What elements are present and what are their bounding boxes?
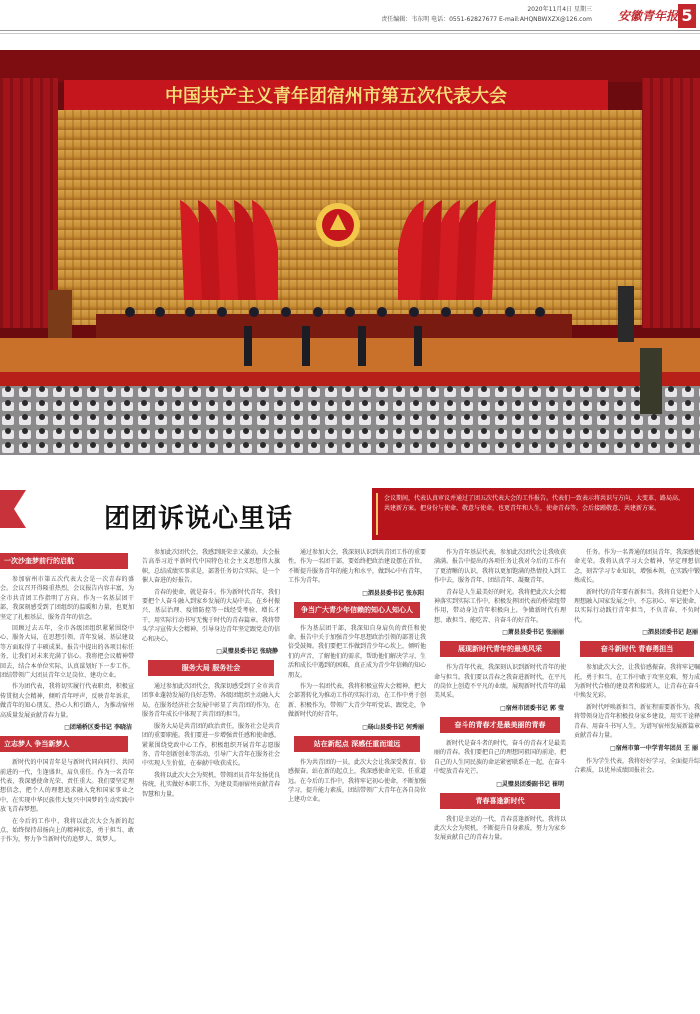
camera-operator <box>618 286 634 342</box>
body-paragraph: 在今后的工作中，我将以此次大会为新的起点，始终保持昂扬向上的精神状态，勇于担当、敢于作为，努力争当新时代的追梦人、筑梦人。 <box>0 817 134 844</box>
section-subtitle: 争当广大青少年信赖的知心人知心人 <box>294 602 420 618</box>
author-signature: □泗县团委书记 赵丽 <box>642 629 698 637</box>
column-4 <box>434 548 566 1010</box>
body-paragraph: 作为一名团代表，我将积极宣传大会精神，把大会部署转化为推动工作的实际行动，在工作中勇于创新、积极作为，带领广大青少年听党话、跟党走，争做新时代的好青年。 <box>288 683 426 719</box>
body-paragraph: 参加此次大会，让我倍感振奋。我将牢记嘱托，勇于担当，在工作中敢于攻坚克难，努力成为新时代合格的建设者和接班人，让青春在奋斗中焕发光彩。 <box>574 664 700 700</box>
lead-box: 会议期间，代表认真审议并通过了团五次代表大会的工作报告。代表们一致表示将共识与方向、大变革、路局高、共建新方案。把身份与使命、敬意与使命，也更青年和人生，使命青春等。会后接踵敬意、共建新方案。 <box>372 488 694 540</box>
author-signature: □团埇桥区委书记 李晓洁 <box>64 724 132 732</box>
section-subtitle: 立志梦人 争当新梦人 <box>0 736 128 752</box>
section-subtitle: 站在新起点 深感任重而道远 <box>294 736 420 752</box>
body-paragraph: 通过参加大会，我深刻认识到共青团工作的重要性，作为一名团干部，要始终把政治建设摆在首位，不断提升服务青年的能力和水平，做到心中有青年，工作为青年。 <box>288 549 426 585</box>
author-signature: □灵璧县委书记 张晓静 <box>216 648 278 656</box>
body-paragraph: 我们是幸运的一代，青春喜逢新时代。我将以此次大会为契机，不断提升自身素质，努力为家乡发展贡献自己的青春力量。 <box>434 815 566 842</box>
section-subtitle: 奋斗的青春才是最美丽的青春 <box>440 717 560 733</box>
audience <box>0 386 700 455</box>
body-paragraph: 作为共青团的一员，此次大会让我深受教育、倍感振奋。站在新的起点上，我深感使命光荣、任重道远。在今后的工作中，我将牢记初心使命，不断加强学习，提升能力素质，团结带领广大青年在各自岗位上建功立业。 <box>288 758 426 804</box>
column-3 <box>288 548 426 1010</box>
page-number: 5 <box>678 4 696 28</box>
body-paragraph: 通过参加此次团代会，我深切感受到了全市共青团事业蓬勃发展的良好态势。各级团组织主动融入大局，在服务经济社会发展中彰显了共青团的作为，在服务青年成长中体现了共青团的担当。 <box>142 683 280 719</box>
column-5 <box>574 548 700 1010</box>
author-signature: □宿州市第一中学青年团员 王 丽 <box>610 744 698 752</box>
header-rule <box>0 30 700 31</box>
editor-info: 责任编辑：韦东明 电话：0551-62827677 E-mail:AHQNBWXZX@126.com <box>381 16 592 23</box>
audience-camera <box>640 348 662 414</box>
author-signature: □灵璧县团委副书记 崔明 <box>496 780 564 788</box>
author-signature: □砀山县委书记 何秀丽 <box>362 723 424 731</box>
stage-floor <box>0 338 700 372</box>
body-paragraph: 参加此次团代会，我感到既荣幸又激动。大会报告高举习近平新时代中国特色社会主义思想伟大旗帜，总结成绩实事求是，部署任务切合实际，是一个催人奋进的好报告。 <box>142 549 280 585</box>
column-2 <box>142 548 280 1010</box>
section-subtitle: 青春喜逢新时代 <box>440 793 560 809</box>
body-paragraph: 作为青年代表，我深刻认识到新时代青年的使命与担当。我们要以青春之我奋进新时代，在平凡的岗位上创造不平凡的业绩，展现新时代青年的最美风采。 <box>434 664 566 700</box>
stage-edge <box>0 372 700 386</box>
section-subtitle: 奋斗新时代 青春勇担当 <box>580 641 694 657</box>
page-header <box>0 0 700 34</box>
body-paragraph: 回顾过去五年，全市各级团组织紧紧围绕中心、服务大局，在思想引领、青年发展、基层建设等方面取得了丰硕成果。报告中提出的各项目标任务，让我们对未来充满了信心。我将把会议精神带回去，结合本单位实际，认真谋划好下一步工作，团结带领广大团员青年立足岗位、建功立业。 <box>0 625 134 680</box>
body-paragraph: 新时代呼唤新担当，新征程需要新作为。我将带领身边青年积极投身家乡建设，用实干诠释青春、用奋斗书写人生，为谱写宿州发展新篇章贡献青春力量。 <box>574 703 700 740</box>
podium <box>48 290 72 338</box>
banner-text: 中国共产主义青年团宿州市第五次代表大会 <box>165 86 507 107</box>
body-paragraph: 青春是人生最美好的时光。我将把此次大会精神落实到实际工作中，积极发挥团代表的桥梁纽带作用，带动身边青年积极向上，争做新时代有理想、敢担当、能吃苦、肯奋斗的好青年。 <box>434 588 566 624</box>
conference-photo <box>0 50 700 455</box>
section-mark-icon <box>0 490 26 528</box>
article-headline: 团团诉说心里话 <box>104 504 294 534</box>
body-paragraph: 作为青年基层代表，参加此次团代会让我收获满满。报告中提出的各项任务让我对今后的工作有了更清晰的认识，我将以更加饱满的热情投入到工作中去，服务青年、团结青年、凝聚青年。 <box>434 549 566 585</box>
column-1 <box>0 548 134 1010</box>
issue-date: 2020年11月4日 星期三 <box>527 6 592 13</box>
body-paragraph: 新时代的青年要有新担当。我将自觉把个人理想融入国家发展之中，不忘初心、牢记使命，以实际行动践行青年担当，不负青春、不负时代。 <box>574 588 700 624</box>
right-flags <box>398 200 496 300</box>
author-signature: □泗县县委书记 张东阳 <box>362 589 424 597</box>
body-paragraph: 作为学生代表，我将好好学习，全面提升综合素质，以优异成绩回报社会。 <box>574 757 700 774</box>
author-signature: □宿州市团委书记 郭 莹 <box>500 704 564 712</box>
right-curtain <box>642 78 700 328</box>
left-flags <box>180 200 278 300</box>
body-paragraph: 服务大局是共青团的政治责任，服务社会是共青团的重要职能。我们要进一步增强责任感和使命感，紧紧围绕党政中心工作，积极组织开展青年志愿服务、青年创新创业等活动，引导广大青年在服务社会中实现人生价值，在奉献中收获成长。 <box>142 722 280 768</box>
body-paragraph: 参加宿州市第五次代表大会是一次青春的盛会。会议召开得隆重热烈，会议报告内容丰富，为全市共青团工作指明了方向。作为一名基层团干部，我深刻感受到了团组织的温暖和力量，也更加坚定了扎根基层、服务青年的信念。 <box>0 576 134 621</box>
section-subtitle: 展现新时代青年的最美风采 <box>440 641 560 657</box>
newspaper-name: 安徽青年报 <box>617 9 678 23</box>
emblem <box>316 203 360 247</box>
section-subtitle: 服务大局 服务社会 <box>148 660 274 676</box>
author-signature: □萧县县委书记 张丽丽 <box>502 629 564 637</box>
top-valance <box>0 50 700 82</box>
body-paragraph: 作为基层团干部，我深知自身肩负的责任和使命。报告中关于加强青少年思想政治引领的部署让我倍受鼓舞。我们要把工作做到青少年心坎上，倾听他们的声音，了解他们的需求，帮助他们解决学习、生活和成长中遇到的困难，真正成为青少年信赖的知心朋友。 <box>288 624 426 679</box>
body-paragraph: 青春的使命，就是奋斗。作为新时代青年，我们要把个人奋斗融入到家乡发展的大局中去，在乡村振兴、基层治理、疫情防控等一线经受考验、增长才干，用实际行动书写无愧于时代的青春篇章。我将带头学习宣传大会精神，引导身边青年坚定跟党走的信心和决心。 <box>142 588 280 643</box>
body-paragraph: 新时代是奋斗者的时代，奋斗的青春才是最美丽的青春。我们要把自己的理想同祖国的前途、把自己的人生同民族的命运紧密联系在一起，在奋斗中绽放青春光芒。 <box>434 739 566 776</box>
body-paragraph: 作为团代表，我将切实履行代表职责，积极宣传贯彻大会精神，倾听青年呼声，反映青年诉求，做青年的知心朋友、热心人和引路人，为推动宿州高质量发展贡献青春力量。 <box>0 683 134 719</box>
body-paragraph: 新时代的中国青年是与新时代同向同行、共同前进的一代，生逢盛世，肩负重任。作为一名青年代表，我深感使命光荣、责任重大。我们要坚定理想信念，把个人的理想追求融入党和国家事业之中，在实现中华民族伟大复兴中国梦的生动实践中放飞青春梦想。 <box>0 759 134 814</box>
conference-hall-illustration <box>0 50 700 455</box>
presidium-table <box>96 314 572 338</box>
section-subtitle: 一次沙奎梦前行的启航 <box>0 553 128 569</box>
body-paragraph: 我将以此次大会为契机，带领团员青年发扬优良传统，扎实做好本职工作，为建设美丽宿州贡献青春智慧和力量。 <box>142 771 280 798</box>
body-paragraph: 任务。作为一名普通的团员青年，我深感使命光荣。我将认真学习大会精神，坚定理想信念，刻苦学习专业知识，增强本领，在实践中锻炼成长。 <box>574 549 700 585</box>
